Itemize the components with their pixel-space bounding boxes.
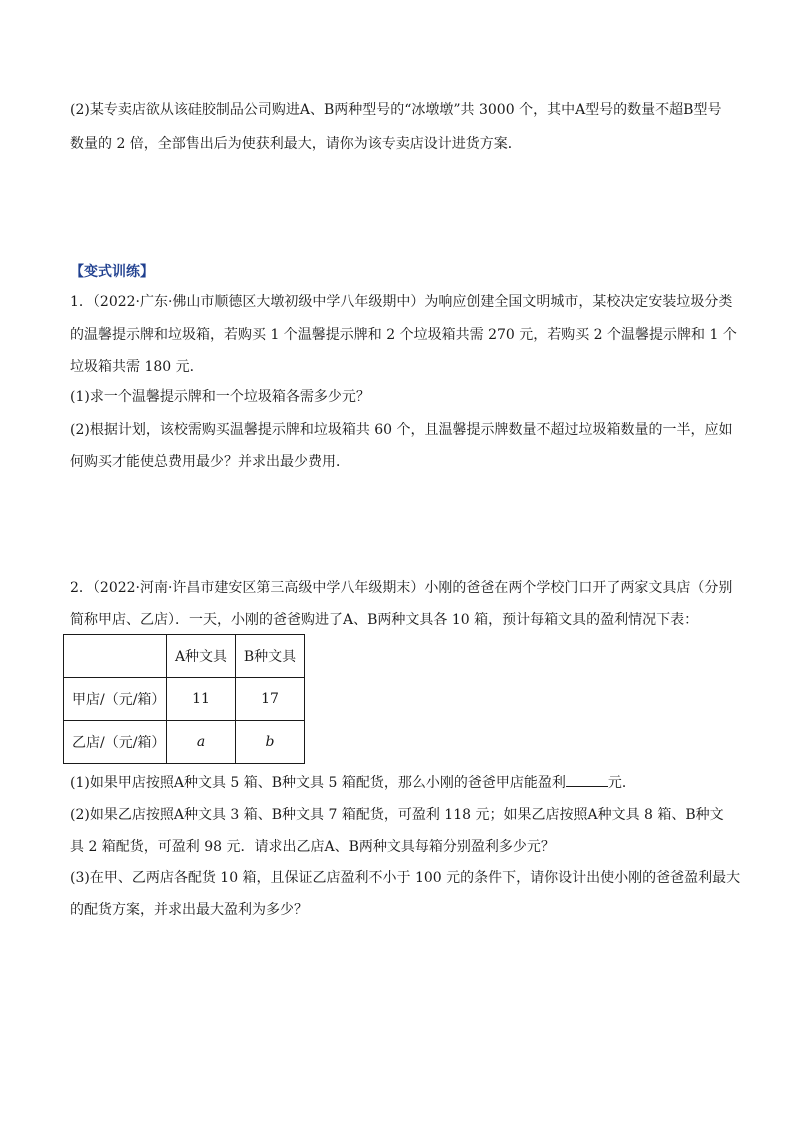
table-row [64, 721, 305, 764]
prev-question-part2-line2: 数量的 2 倍，全部售出后为使获利最大，请你为该专卖店设计进货方案． [70, 136, 522, 152]
q2-stem-line2: 简称甲店、乙店）．一天，小刚的爸爸购进了A、B两种文具各 10 箱，预计每箱文具的盈利情况下表： [70, 612, 699, 628]
answer-blank [566, 772, 608, 787]
table-row [64, 678, 305, 721]
q2-sub3-line1: (3)在甲、乙两店各配货 10 箱，且保证乙店盈利不小于 100 元的条件下，请你设计出使小刚的爸爸盈利最大 [70, 870, 741, 886]
q2-sub2-line1: (2)如果乙店按照A种文具 3 箱、B种文具 7 箱配货，可盈利 118 元；如果乙店按照A种文具 8 箱、B种文 [70, 807, 724, 823]
table-cell: 17 [236, 678, 305, 721]
table-row-label: 甲店/（元/箱） [64, 678, 167, 721]
prev-question-part2-line1: (2)某专卖店欲从该硅胶制品公司购进A、B两种型号的“冰墩墩”共 3000 个，其中A型号的数量不超B型号 [70, 102, 722, 118]
q2-sub1-unit: 元． [607, 775, 636, 791]
q2-sub3-line2: 的配货方案，并求出最大盈利为多少？ [70, 902, 308, 918]
table-row-label: 乙店/（元/箱） [64, 721, 167, 764]
table-header-cell [64, 635, 167, 678]
q1-stem-line1: 1．（2022·广东·佛山市顺德区大墩初级中学八年级期中）为响应创建全国文明城市，某校决定安装垃圾分类 [70, 294, 733, 310]
table-cell: 11 [167, 678, 236, 721]
q2-stem-line1: 2．（2022·河南·许昌市建安区第三高级中学八年级期末）小刚的爸爸在两个学校门口开了两家文具店（分别 [70, 580, 733, 596]
q2-sub2-line2: 具 2 箱配货，可盈利 98 元．请求出乙店A、B两种文具每箱分别盈利多少元？ [70, 839, 555, 855]
q1-sub1: (1)求一个温馨提示牌和一个垃圾箱各需多少元？ [70, 389, 370, 405]
section-heading: 【变式训练】 [70, 264, 154, 280]
q1-stem-line3: 垃圾箱共需 180 元． [70, 359, 204, 375]
q2-sub1-text: (1)如果甲店按照A种文具 5 箱、B种文具 5 箱配货，那么小刚的爸爸甲店能盈利 [70, 775, 566, 791]
q1-sub2-line1: (2)根据计划，该校需购买温馨提示牌和垃圾箱共 60 个，且温馨提示牌数量不超过垃圾箱数量的一半，应如 [70, 422, 733, 438]
q2-sub1 [70, 772, 730, 793]
profit-table [63, 634, 305, 764]
table-header-cell: B种文具 [236, 635, 305, 678]
q1-stem-line2: 的温馨提示牌和垃圾箱，若购买 1 个温馨提示牌和 2 个垃圾箱共需 270 元，若购买 2 个温馨提示牌和 1 个 [70, 327, 737, 343]
q1-sub2-line2: 何购买才能使总费用最少？并求出最少费用． [70, 454, 350, 470]
table-header-cell: A种文具 [167, 635, 236, 678]
table-header-row [64, 635, 305, 678]
table-cell: a [167, 721, 236, 764]
table-cell: b [236, 721, 305, 764]
